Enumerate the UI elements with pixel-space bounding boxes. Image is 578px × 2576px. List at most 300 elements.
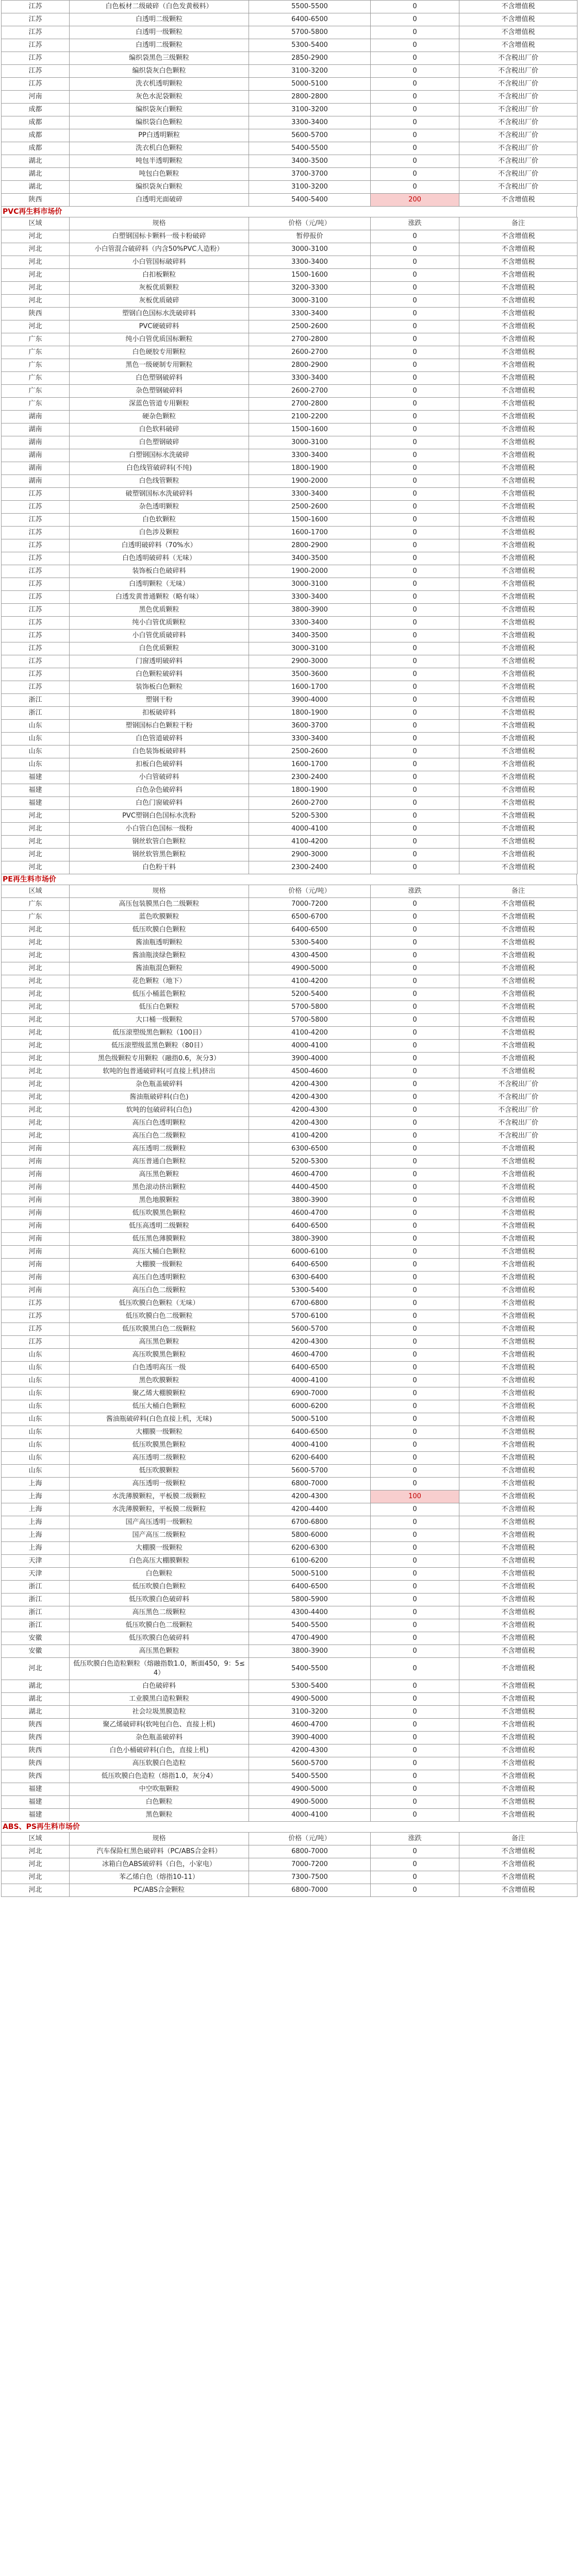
table-row xyxy=(2,898,577,911)
note-cell: 不含增值税 xyxy=(459,1426,577,1439)
product-cell: 白色透明破碎料（无味） xyxy=(70,552,249,565)
note-cell: 不含增值税 xyxy=(459,269,577,282)
product-cell: PVC塑钢白色国标水洗粉 xyxy=(70,810,249,823)
note-cell: 不含增值税 xyxy=(459,1478,577,1490)
note-cell: 不含增值税 xyxy=(459,797,577,810)
price-cell: 5700-6100 xyxy=(249,1310,371,1323)
note-cell: 不含增值税 xyxy=(459,924,577,937)
product-cell: 白色门窗破碎料 xyxy=(70,797,249,810)
product-cell: 水洗薄膜颗粒，平板膜二级颗粒 xyxy=(70,1490,249,1503)
change-cell: 0 xyxy=(371,745,459,758)
price-cell: 5700-5800 xyxy=(249,1014,371,1027)
table-row xyxy=(2,78,577,91)
product-cell: 钢丝软管黑色颗粒 xyxy=(70,849,249,861)
product-cell: 杂色瓶盖破碎料 xyxy=(70,1078,249,1091)
change-cell: 0 xyxy=(371,655,459,668)
table-row xyxy=(2,295,577,308)
product-cell: 高压黑色二级颗粒 xyxy=(70,1606,249,1619)
note-cell: 不含增值税 xyxy=(459,1297,577,1310)
table-row xyxy=(2,527,577,539)
region-cell: 河北 xyxy=(2,256,70,269)
table-row xyxy=(2,372,577,385)
product-cell: 低压吹膜白色造粒颗粒（熔融指数1.0，断面450，9：5≤4） xyxy=(70,1658,249,1680)
region-cell: 广东 xyxy=(2,359,70,372)
price-cell: 2300-2400 xyxy=(249,861,371,874)
price-cell: 4100-4200 xyxy=(249,975,371,988)
product-cell: 白色塑钢破碎 xyxy=(70,436,249,449)
change-cell: 0 xyxy=(371,411,459,423)
header-product: 规格 xyxy=(70,1833,249,1845)
change-cell: 0 xyxy=(371,527,459,539)
note-cell: 不含增值税 xyxy=(459,1349,577,1362)
price-cell: 5200-5300 xyxy=(249,810,371,823)
region-cell: 江苏 xyxy=(2,1297,70,1310)
region-cell: 河北 xyxy=(2,810,70,823)
change-cell: 0 xyxy=(371,1181,459,1194)
table-row xyxy=(2,1027,577,1040)
change-cell: 0 xyxy=(371,1387,459,1400)
note-cell: 不含税出厂价 xyxy=(459,1117,577,1130)
price-cell: 4200-4300 xyxy=(249,1490,371,1503)
note-cell: 不含税出厂价 xyxy=(459,65,577,78)
region-cell: 陕西 xyxy=(2,308,70,320)
note-cell: 不含增值税 xyxy=(459,1246,577,1259)
region-cell: 广东 xyxy=(2,898,70,911)
product-cell: 白色线管破碎料(不纯) xyxy=(70,462,249,475)
change-cell: 0 xyxy=(371,1194,459,1207)
product-cell: 社会垃圾黑膜造粒 xyxy=(70,1706,249,1719)
change-cell: 0 xyxy=(371,142,459,155)
table-row xyxy=(2,1884,577,1897)
region-cell: 陕西 xyxy=(2,1770,70,1783)
product-cell: 白色涉及颗粒 xyxy=(70,527,249,539)
note-cell: 不含增值税 xyxy=(459,604,577,617)
note-cell: 不含增值税 xyxy=(459,1757,577,1770)
price-cell: 5400-5500 xyxy=(249,1658,371,1680)
region-cell: 山东 xyxy=(2,745,70,758)
region-cell: 山东 xyxy=(2,758,70,771)
region-cell: 江苏 xyxy=(2,527,70,539)
product-cell: 低压黑色薄膜颗粒 xyxy=(70,1233,249,1246)
region-cell: 福建 xyxy=(2,1783,70,1796)
table-row xyxy=(2,269,577,282)
product-cell: 汽车保险杠黑色破碎料（PC/ABS合金料） xyxy=(70,1845,249,1858)
change-cell: 0 xyxy=(371,578,459,591)
table-row xyxy=(2,256,577,269)
note-cell: 不含增值税 xyxy=(459,436,577,449)
note-cell: 不含增值税 xyxy=(459,1233,577,1246)
product-cell: 白色颗粒破碎料 xyxy=(70,668,249,681)
change-cell: 0 xyxy=(371,116,459,129)
note-cell: 不含增值税 xyxy=(459,1310,577,1323)
note-cell: 不含增值税 xyxy=(459,1400,577,1413)
change-cell: 0 xyxy=(371,898,459,911)
note-cell: 不含税出厂价 xyxy=(459,168,577,181)
note-cell: 不含增值税 xyxy=(459,1594,577,1606)
region-cell: 上海 xyxy=(2,1490,70,1503)
product-cell: 大棚膜一级颗粒 xyxy=(70,1426,249,1439)
product-cell: 低压吹膜白色造粒（熔指1.0，灰分4） xyxy=(70,1770,249,1783)
change-cell: 0 xyxy=(371,488,459,501)
change-cell: 0 xyxy=(371,1027,459,1040)
product-cell: 白色小桶破碎料(白色，直接上机) xyxy=(70,1744,249,1757)
price-cell: 3700-3700 xyxy=(249,168,371,181)
price-cell: 5600-5700 xyxy=(249,1757,371,1770)
price-cell: 5700-5800 xyxy=(249,1001,371,1014)
table-row xyxy=(2,668,577,681)
note-cell: 不含增值税 xyxy=(459,707,577,720)
product-cell: 杂色透明颗粒 xyxy=(70,501,249,514)
note-cell: 不含增值税 xyxy=(459,539,577,552)
region-cell: 浙江 xyxy=(2,1594,70,1606)
price-cell: 4700-4900 xyxy=(249,1632,371,1645)
product-cell: 白色颗粒 xyxy=(70,1568,249,1581)
price-cell: 3300-3400 xyxy=(249,372,371,385)
table-row xyxy=(2,385,577,398)
note-cell: 不含增值税 xyxy=(459,1387,577,1400)
product-cell: 小白管混合破碎料（内含50%PVC人造粉） xyxy=(70,243,249,256)
change-cell: 0 xyxy=(371,181,459,194)
change-cell: 0 xyxy=(371,668,459,681)
region-cell: 河北 xyxy=(2,1053,70,1065)
region-cell: 安徽 xyxy=(2,1632,70,1645)
table-row xyxy=(2,758,577,771)
region-cell: 河北 xyxy=(2,1658,70,1680)
product-cell: 白色破碎料 xyxy=(70,1680,249,1693)
note-cell: 不含增值税 xyxy=(459,1336,577,1349)
price-cell: 2600-2700 xyxy=(249,346,371,359)
change-cell: 0 xyxy=(371,1845,459,1858)
note-cell: 不含增值税 xyxy=(459,681,577,694)
table-row xyxy=(2,617,577,630)
price-cell: 3300-3400 xyxy=(249,449,371,462)
price-cell: 3400-3500 xyxy=(249,155,371,168)
region-cell: 浙江 xyxy=(2,707,70,720)
product-cell: 白色透明高压一级 xyxy=(70,1362,249,1375)
region-cell: 江苏 xyxy=(2,552,70,565)
note-cell: 不含增值税 xyxy=(459,1220,577,1233)
product-cell: 门窗透明破碎料 xyxy=(70,655,249,668)
price-cell: 4200-4300 xyxy=(249,1078,371,1091)
product-cell: 低压大桶白色颗粒 xyxy=(70,1400,249,1413)
price-cell: 4200-4300 xyxy=(249,1091,371,1104)
change-cell: 0 xyxy=(371,1001,459,1014)
change-cell: 0 xyxy=(371,924,459,937)
change-cell: 0 xyxy=(371,1207,459,1220)
note-cell: 不含增值税 xyxy=(459,1770,577,1783)
note-cell: 不含增值税 xyxy=(459,1143,577,1156)
change-cell: 0 xyxy=(371,1259,459,1272)
price-cell: 5300-5400 xyxy=(249,1284,371,1297)
table-row xyxy=(2,810,577,823)
region-cell: 河北 xyxy=(2,950,70,962)
region-cell: 山东 xyxy=(2,1426,70,1439)
change-cell: 0 xyxy=(371,617,459,630)
price-cell: 6000-6200 xyxy=(249,1400,371,1413)
table-row xyxy=(2,1706,577,1719)
note-cell: 不含增值税 xyxy=(459,475,577,488)
note-cell: 不含增值税 xyxy=(459,527,577,539)
table-row xyxy=(2,1658,577,1680)
region-cell: 安徽 xyxy=(2,1645,70,1658)
product-cell: 酱油瓶透明颗粒 xyxy=(70,937,249,950)
change-cell: 0 xyxy=(371,1439,459,1452)
product-cell: 白透发黄普通颗粒（略有味） xyxy=(70,591,249,604)
table-row xyxy=(2,604,577,617)
region-cell: 广东 xyxy=(2,333,70,346)
table-row xyxy=(2,1246,577,1259)
change-cell: 0 xyxy=(371,282,459,295)
product-cell: 灰板优质颗粒 xyxy=(70,282,249,295)
note-cell: 不含增值税 xyxy=(459,720,577,733)
table-row xyxy=(2,1233,577,1246)
price-cell: 3300-3400 xyxy=(249,116,371,129)
region-cell: 河北 xyxy=(2,823,70,836)
price-cell: 4000-4100 xyxy=(249,1375,371,1387)
note-cell: 不含增值税 xyxy=(459,1259,577,1272)
product-cell: 蓝色吹膜颗粒 xyxy=(70,911,249,924)
product-cell: 白色高压大棚膜颗粒 xyxy=(70,1555,249,1568)
product-cell: 白透明一级颗粒 xyxy=(70,26,249,39)
region-cell: 河北 xyxy=(2,243,70,256)
product-cell: 黑色吹膜颗粒 xyxy=(70,1375,249,1387)
note-cell: 不含增值税 xyxy=(459,1568,577,1581)
region-cell: 河北 xyxy=(2,1117,70,1130)
change-cell: 0 xyxy=(371,1796,459,1809)
change-cell: 0 xyxy=(371,591,459,604)
price-cell: 7000-7200 xyxy=(249,1858,371,1871)
note-cell: 不含增值税 xyxy=(459,1809,577,1822)
change-cell: 0 xyxy=(371,630,459,642)
table-row xyxy=(2,1362,577,1375)
price-cell: 暂停报价 xyxy=(249,230,371,243)
table-row xyxy=(2,52,577,65)
region-cell: 湖北 xyxy=(2,181,70,194)
price-cell: 2300-2400 xyxy=(249,771,371,784)
header-note: 备注 xyxy=(459,1833,577,1845)
product-cell: 小白管国标破碎料 xyxy=(70,256,249,269)
price-cell: 4000-4100 xyxy=(249,1809,371,1822)
region-cell: 江苏 xyxy=(2,1323,70,1336)
price-cell: 5700-5800 xyxy=(249,26,371,39)
note-cell: 不含增值税 xyxy=(459,1645,577,1658)
region-cell: 河北 xyxy=(2,849,70,861)
table-row xyxy=(2,849,577,861)
price-cell: 6700-6800 xyxy=(249,1516,371,1529)
note-cell: 不含增值税 xyxy=(459,194,577,207)
change-cell: 0 xyxy=(371,1516,459,1529)
region-cell: 福建 xyxy=(2,797,70,810)
price-cell: 3900-4000 xyxy=(249,1732,371,1744)
note-cell: 不含增值税 xyxy=(459,1858,577,1871)
table-row xyxy=(2,1719,577,1732)
table-row xyxy=(2,129,577,142)
note-cell: 不含增值税 xyxy=(459,1744,577,1757)
table-row xyxy=(2,1606,577,1619)
region-cell: 河南 xyxy=(2,1259,70,1272)
change-cell: 0 xyxy=(371,1478,459,1490)
note-cell: 不含增值税 xyxy=(459,1362,577,1375)
price-cell: 4500-4600 xyxy=(249,1065,371,1078)
table-row xyxy=(2,924,577,937)
region-cell: 上海 xyxy=(2,1516,70,1529)
table-row xyxy=(2,1439,577,1452)
price-cell: 6100-6200 xyxy=(249,1555,371,1568)
product-cell: 黑色优质颗粒 xyxy=(70,604,249,617)
change-cell: 0 xyxy=(371,1040,459,1053)
region-cell: 江苏 xyxy=(2,1310,70,1323)
table-row xyxy=(2,1181,577,1194)
note-cell: 不含增值税 xyxy=(459,423,577,436)
region-cell: 湖南 xyxy=(2,411,70,423)
table-row xyxy=(2,1272,577,1284)
price-cell: 3800-3900 xyxy=(249,604,371,617)
price-cell: 3000-3100 xyxy=(249,243,371,256)
table-row xyxy=(2,1594,577,1606)
pe-price-table xyxy=(1,885,577,1822)
region-cell: 河北 xyxy=(2,320,70,333)
header-change: 涨跌 xyxy=(371,217,459,230)
price-cell: 5600-5700 xyxy=(249,1323,371,1336)
region-cell: 湖北 xyxy=(2,168,70,181)
table-row xyxy=(2,1117,577,1130)
change-cell: 0 xyxy=(371,1,459,13)
change-cell: 0 xyxy=(371,1104,459,1117)
price-cell: 3800-3900 xyxy=(249,1233,371,1246)
region-cell: 山东 xyxy=(2,733,70,745)
table-row xyxy=(2,243,577,256)
change-cell: 0 xyxy=(371,1156,459,1168)
table-row xyxy=(2,1194,577,1207)
change-cell: 0 xyxy=(371,1426,459,1439)
change-cell: 0 xyxy=(371,784,459,797)
product-cell: 扣板破碎料 xyxy=(70,707,249,720)
price-cell: 6300-6500 xyxy=(249,1143,371,1156)
note-cell: 不含增值税 xyxy=(459,937,577,950)
product-cell: 杂色瓶盖破碎料 xyxy=(70,1732,249,1744)
product-cell: 软吨的包普通破碎料(可直接上机)挤出 xyxy=(70,1065,249,1078)
product-cell: 白色颗粒 xyxy=(70,1796,249,1809)
product-cell: PP白透明颗粒 xyxy=(70,129,249,142)
table-row xyxy=(2,1744,577,1757)
price-cell: 1800-1900 xyxy=(249,462,371,475)
price-cell: 6200-6300 xyxy=(249,1542,371,1555)
price-cell: 4000-4100 xyxy=(249,1439,371,1452)
note-cell: 不含增值税 xyxy=(459,282,577,295)
note-cell: 不含增值税 xyxy=(459,1490,577,1503)
product-cell: 低压吹膜白色破碎料 xyxy=(70,1632,249,1645)
table-row xyxy=(2,1130,577,1143)
region-cell: 河北 xyxy=(2,988,70,1001)
note-cell: 不含增值税 xyxy=(459,950,577,962)
product-cell: 高压透明二级颗粒 xyxy=(70,1452,249,1465)
change-cell: 0 xyxy=(371,771,459,784)
price-cell: 4900-5000 xyxy=(249,962,371,975)
price-cell: 4000-4100 xyxy=(249,1040,371,1053)
note-cell: 不含增值税 xyxy=(459,372,577,385)
product-cell: 小白管破碎料 xyxy=(70,771,249,784)
table-row xyxy=(2,937,577,950)
region-cell: 河北 xyxy=(2,836,70,849)
note-cell: 不含增值税 xyxy=(459,1503,577,1516)
region-cell: 陕西 xyxy=(2,1744,70,1757)
note-cell: 不含增值税 xyxy=(459,771,577,784)
change-cell: 0 xyxy=(371,565,459,578)
table-row xyxy=(2,1091,577,1104)
price-cell: 2800-2900 xyxy=(249,539,371,552)
table-row xyxy=(2,155,577,168)
table-row xyxy=(2,591,577,604)
region-cell: 河南 xyxy=(2,1194,70,1207)
table-row xyxy=(2,1478,577,1490)
region-cell: 河南 xyxy=(2,91,70,104)
product-cell: 白色软颗粒 xyxy=(70,514,249,527)
note-cell: 不含增值税 xyxy=(459,898,577,911)
region-cell: 江苏 xyxy=(2,13,70,26)
region-cell: 河南 xyxy=(2,1156,70,1168)
table-row xyxy=(2,552,577,565)
table-row xyxy=(2,1400,577,1413)
change-cell: 0 xyxy=(371,539,459,552)
product-cell: 白色杂色破碎料 xyxy=(70,784,249,797)
region-cell: 上海 xyxy=(2,1503,70,1516)
price-cell: 3800-3900 xyxy=(249,1645,371,1658)
note-cell: 不含增值税 xyxy=(459,1465,577,1478)
product-cell: 白塑钢国标卡颗料一级卡粉破碎 xyxy=(70,230,249,243)
region-cell: 成都 xyxy=(2,116,70,129)
region-cell: 河北 xyxy=(2,295,70,308)
note-cell: 不含增值税 xyxy=(459,333,577,346)
change-cell: 0 xyxy=(371,733,459,745)
product-cell: 扣板白色破碎料 xyxy=(70,758,249,771)
region-cell: 河北 xyxy=(2,1871,70,1884)
abs-ps-price-table xyxy=(1,1832,577,1897)
price-cell: 3100-3200 xyxy=(249,1706,371,1719)
region-cell: 江苏 xyxy=(2,681,70,694)
region-cell: 河北 xyxy=(2,962,70,975)
change-cell: 0 xyxy=(371,1065,459,1078)
note-cell: 不含增值税 xyxy=(459,1452,577,1465)
region-cell: 河北 xyxy=(2,975,70,988)
table-row xyxy=(2,1387,577,1400)
table-row xyxy=(2,423,577,436)
region-cell: 山东 xyxy=(2,720,70,733)
product-cell: 塑钢干粉 xyxy=(70,694,249,707)
price-cell: 3300-3400 xyxy=(249,591,371,604)
region-cell: 河北 xyxy=(2,1014,70,1027)
table-row xyxy=(2,565,577,578)
price-cell: 7300-7500 xyxy=(249,1871,371,1884)
change-cell: 0 xyxy=(371,1233,459,1246)
price-cell: 4200-4300 xyxy=(249,1104,371,1117)
product-cell: 中空吹瓶颗粒 xyxy=(70,1783,249,1796)
product-cell: 深蓝色管道专用颗粒 xyxy=(70,398,249,411)
price-cell: 5600-5700 xyxy=(249,1465,371,1478)
change-cell: 0 xyxy=(371,514,459,527)
table-row xyxy=(2,1040,577,1053)
table-row xyxy=(2,91,577,104)
product-cell: 花色颗粒（地下） xyxy=(70,975,249,988)
price-cell: 4100-4200 xyxy=(249,1130,371,1143)
region-cell: 山东 xyxy=(2,1465,70,1478)
table-row xyxy=(2,797,577,810)
price-cell: 3300-3400 xyxy=(249,617,371,630)
price-cell: 2800-2900 xyxy=(249,359,371,372)
change-cell: 0 xyxy=(371,694,459,707)
change-cell: 0 xyxy=(371,1783,459,1796)
table-row xyxy=(2,1529,577,1542)
change-cell: 0 xyxy=(371,1130,459,1143)
